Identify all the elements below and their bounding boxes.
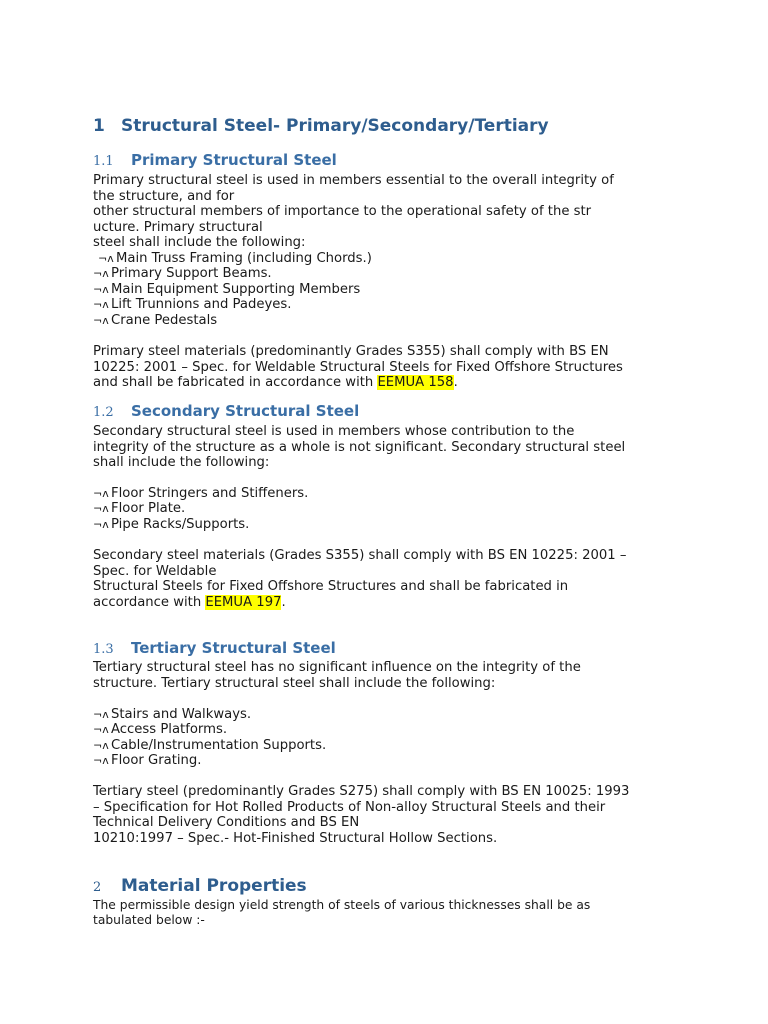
heading-title: Structural Steel- Primary/Secondary/Tertiary: [121, 116, 549, 136]
heading-title: Tertiary Structural Steel: [131, 639, 336, 657]
list-item: [93, 738, 326, 754]
bullet-icon: ¬ʌ: [93, 708, 109, 721]
heading-section-1-1: [93, 151, 337, 169]
list-item-text: Main Equipment Supporting Members: [111, 282, 361, 297]
heading-number: 1: [93, 116, 105, 136]
list-item-text: Access Platforms.: [111, 722, 228, 737]
heading-title: Secondary Structural Steel: [131, 402, 360, 420]
paragraph-line: Secondary structural steel is used in members whose contribution to the: [93, 424, 575, 439]
list-item: [98, 251, 372, 267]
heading-number: 1.2: [93, 405, 114, 420]
bullet-icon: ¬ʌ: [93, 267, 109, 280]
list-item: [93, 486, 308, 502]
highlighted-reference: EEMUA 197: [205, 595, 282, 610]
paragraph-line: structure. Tertiary structural steel shall include the following:: [93, 676, 496, 691]
list-item-text: Pipe Racks/Supports.: [111, 517, 250, 532]
list-item: [93, 313, 217, 329]
paragraph-line: the structure, and for: [93, 189, 235, 204]
heading-section-1-3: [93, 639, 336, 657]
paragraph-line: [93, 595, 286, 611]
paragraph-line: steel shall include the following:: [93, 235, 306, 250]
list-item-text: Stairs and Walkways.: [111, 707, 252, 722]
list-item: [93, 517, 249, 533]
bullet-icon: ¬ʌ: [93, 739, 109, 752]
paragraph-line: Tertiary steel (predominantly Grades S275) shall comply with BS EN 10025: 1993: [93, 784, 630, 799]
paragraph-line: Technical Delivery Conditions and BS EN: [93, 815, 360, 830]
heading-number: 2: [93, 880, 102, 895]
bullet-icon: ¬ʌ: [93, 314, 109, 327]
highlighted-reference: EEMUA 158: [377, 375, 454, 390]
list-item: [93, 282, 360, 298]
paragraph-line: Primary steel materials (predominantly Grades S355) shall comply with BS EN: [93, 344, 609, 359]
paragraph-line: Tertiary structural steel has no significant influence on the integrity of the: [93, 660, 581, 675]
list-item: [93, 501, 185, 517]
paragraph-line: ucture. Primary structural: [93, 220, 263, 235]
paragraph-line: – Specification for Hot Rolled Products of Non-alloy Structural Steels and their: [93, 800, 606, 815]
paragraph-text: .: [281, 595, 286, 610]
bullet-icon: ¬ʌ: [93, 754, 109, 767]
heading-number: 1.3: [93, 642, 114, 657]
heading-section-1-2: [93, 402, 359, 420]
list-item: [93, 707, 251, 723]
list-item-text: Main Truss Framing (including Chords.): [116, 251, 372, 266]
heading-title: Primary Structural Steel: [131, 151, 337, 169]
heading-number: 1.1: [93, 154, 114, 169]
paragraph-line: Primary structural steel is used in members essential to the overall integrity of: [93, 173, 614, 188]
paragraph-line: tabulated below :-: [93, 913, 205, 927]
paragraph-line: Spec. for Weldable: [93, 564, 217, 579]
list-item-text: Floor Grating.: [111, 753, 202, 768]
paragraph-line: integrity of the structure as a whole is not significant. Secondary structural steel: [93, 440, 626, 455]
bullet-icon: ¬ʌ: [93, 487, 109, 500]
paragraph-text: .: [453, 375, 458, 390]
heading-section-1: [93, 116, 549, 136]
list-item: [93, 266, 272, 282]
bullet-icon: ¬ʌ: [93, 298, 109, 311]
bullet-icon: ¬ʌ: [98, 252, 114, 265]
paragraph-line: Structural Steels for Fixed Offshore Structures and shall be fabricated in: [93, 579, 569, 594]
paragraph-text: accordance with: [93, 595, 206, 610]
paragraph-line: 10210:1997 – Spec.- Hot-Finished Structural Hollow Sections.: [93, 831, 498, 846]
bullet-icon: ¬ʌ: [93, 283, 109, 296]
list-item-text: Crane Pedestals: [111, 313, 218, 328]
bullet-icon: ¬ʌ: [93, 518, 109, 531]
list-item-text: Floor Plate.: [111, 501, 186, 516]
heading-section-2: [93, 876, 307, 896]
paragraph-line: Secondary steel materials (Grades S355) shall comply with BS EN 10225: 2001 –: [93, 548, 627, 563]
paragraph-line: [93, 375, 458, 391]
paragraph-text: and shall be fabricated in accordance with: [93, 375, 378, 390]
heading-title: Material Properties: [121, 876, 307, 896]
paragraph-line: other structural members of importance to the operational safety of the str: [93, 204, 592, 219]
paragraph-line: 10225: 2001 – Spec. for Weldable Structural Steels for Fixed Offshore Structures: [93, 360, 623, 375]
list-item-text: Lift Trunnions and Padeyes.: [111, 297, 292, 312]
paragraph-line: shall include the following:: [93, 455, 270, 470]
list-item: [93, 753, 201, 769]
list-item-text: Primary Support Beams.: [111, 266, 272, 281]
bullet-icon: ¬ʌ: [93, 723, 109, 736]
bullet-icon: ¬ʌ: [93, 502, 109, 515]
list-item: [93, 722, 227, 738]
list-item: [93, 297, 291, 313]
list-item-text: Cable/Instrumentation Supports.: [111, 738, 327, 753]
list-item-text: Floor Stringers and Stiffeners.: [111, 486, 309, 501]
paragraph-line: The permissible design yield strength of steels of various thicknesses shall be as: [93, 898, 591, 912]
